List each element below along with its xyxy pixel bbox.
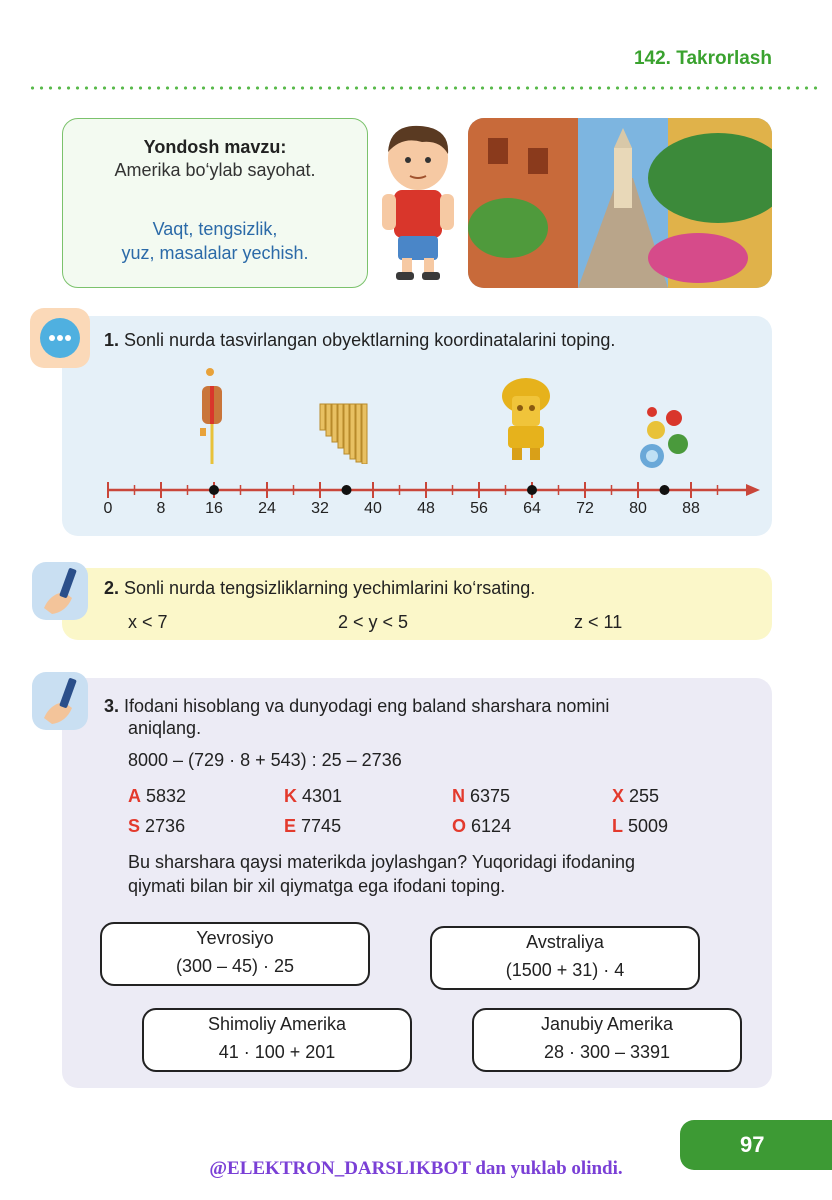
card-title: Avstraliya	[526, 932, 604, 952]
tick-label: 16	[205, 500, 223, 517]
pencil-hand-icon	[30, 668, 90, 734]
task3-text-line2: aniqlang.	[128, 718, 202, 738]
topic-heading: Yondosh mavzu:	[143, 137, 287, 157]
tick-label: 88	[682, 500, 700, 517]
card-expression: (1500 + 31) · 4	[505, 960, 625, 980]
topic-line-2: yuz, masalalar yechish.	[121, 243, 309, 263]
number-line-point	[342, 485, 352, 495]
task3-expression: 8000 – (729 · 8 + 543) : 25 – 2736	[128, 750, 402, 770]
question-line-1: Bu sharshara qaysi materikda joylashgan? Yuqoridagi ifodaning	[128, 852, 635, 872]
inequality-2: 2 < y < 5	[338, 612, 409, 632]
tick-label: 80	[629, 500, 647, 517]
card-title: Janubiy Amerika	[540, 1014, 674, 1034]
topic-box	[62, 118, 368, 288]
tick-label: 64	[523, 500, 541, 517]
lesson-title: 142. Takrorlash	[633, 48, 772, 69]
option-s: S 2736	[128, 816, 186, 836]
page-number: 97	[680, 1120, 832, 1170]
tick-label: 56	[470, 500, 488, 517]
footer-credit: @ELEKTRON_DARSLIKBOT dan yuklab olindi.	[209, 1158, 623, 1179]
card-janubiy-amerika[interactable]	[472, 1008, 742, 1072]
tick-label: 24	[258, 500, 276, 517]
tick-label: 32	[311, 500, 329, 517]
option-x: X 255	[612, 786, 660, 806]
speech-bubble-icon	[28, 306, 92, 370]
number-line-point	[527, 485, 537, 495]
task2-number: 2.	[104, 578, 120, 598]
inequality-3: z < 11	[574, 612, 623, 632]
street-photo	[468, 118, 772, 288]
card-title: Shimoliy Amerika	[207, 1014, 347, 1034]
card-expression: (300 – 45) · 25	[175, 956, 295, 976]
tick-label: 72	[576, 500, 594, 517]
number-line-labels	[96, 500, 764, 524]
option-o: O 6124	[452, 816, 512, 836]
number-line-point	[209, 485, 219, 495]
task2-text: Sonli nurda tengsizliklarning yechimlarini ko‘rsating.	[124, 578, 536, 598]
drum-icon	[198, 366, 230, 466]
task3-number: 3.	[104, 696, 120, 716]
task1-text: Sonli nurda tasvirlangan obyektlarning koordinatalarini toping.	[124, 330, 616, 350]
inequality-1: x < 7	[128, 612, 168, 632]
card-shimoliy-amerika[interactable]	[142, 1008, 412, 1072]
card-yevrosiyo[interactable]	[100, 922, 370, 986]
dotted-divider	[28, 86, 818, 90]
task1-number: 1.	[104, 330, 120, 350]
pencil-hand-icon	[30, 558, 90, 624]
card-title: Yevrosiyo	[196, 928, 274, 948]
tick-label: 0	[103, 500, 113, 517]
card-avstraliya[interactable]	[430, 926, 700, 990]
golden-idol-icon	[500, 376, 552, 460]
tick-label: 8	[156, 500, 166, 517]
pan-flute-icon	[318, 402, 370, 464]
boy-illustration	[372, 122, 464, 284]
ornaments-icon	[638, 404, 692, 470]
option-n: N 6375	[452, 786, 511, 806]
tick-label: 48	[417, 500, 435, 517]
card-expression: 41 · 100 + 201	[218, 1042, 336, 1062]
option-k: K 4301	[284, 786, 343, 806]
tick-label: 40	[364, 500, 382, 517]
topic-line-1: Vaqt, tengsizlik,	[152, 219, 278, 239]
number-line-point	[660, 485, 670, 495]
option-l: L 5009	[612, 816, 669, 836]
card-expression: 28 · 300 – 3391	[543, 1042, 671, 1062]
question-line-2: qiymati bilan bir xil qiymatga ega ifodani toping.	[128, 876, 506, 896]
option-a: A 5832	[128, 786, 187, 806]
task3-text-line1: Ifodani hisoblang va dunyodagi eng baland sharshara nomini	[124, 696, 610, 716]
topic-subheading: Amerika bo‘ylab sayohat.	[114, 160, 316, 180]
option-e: E 7745	[284, 816, 342, 836]
